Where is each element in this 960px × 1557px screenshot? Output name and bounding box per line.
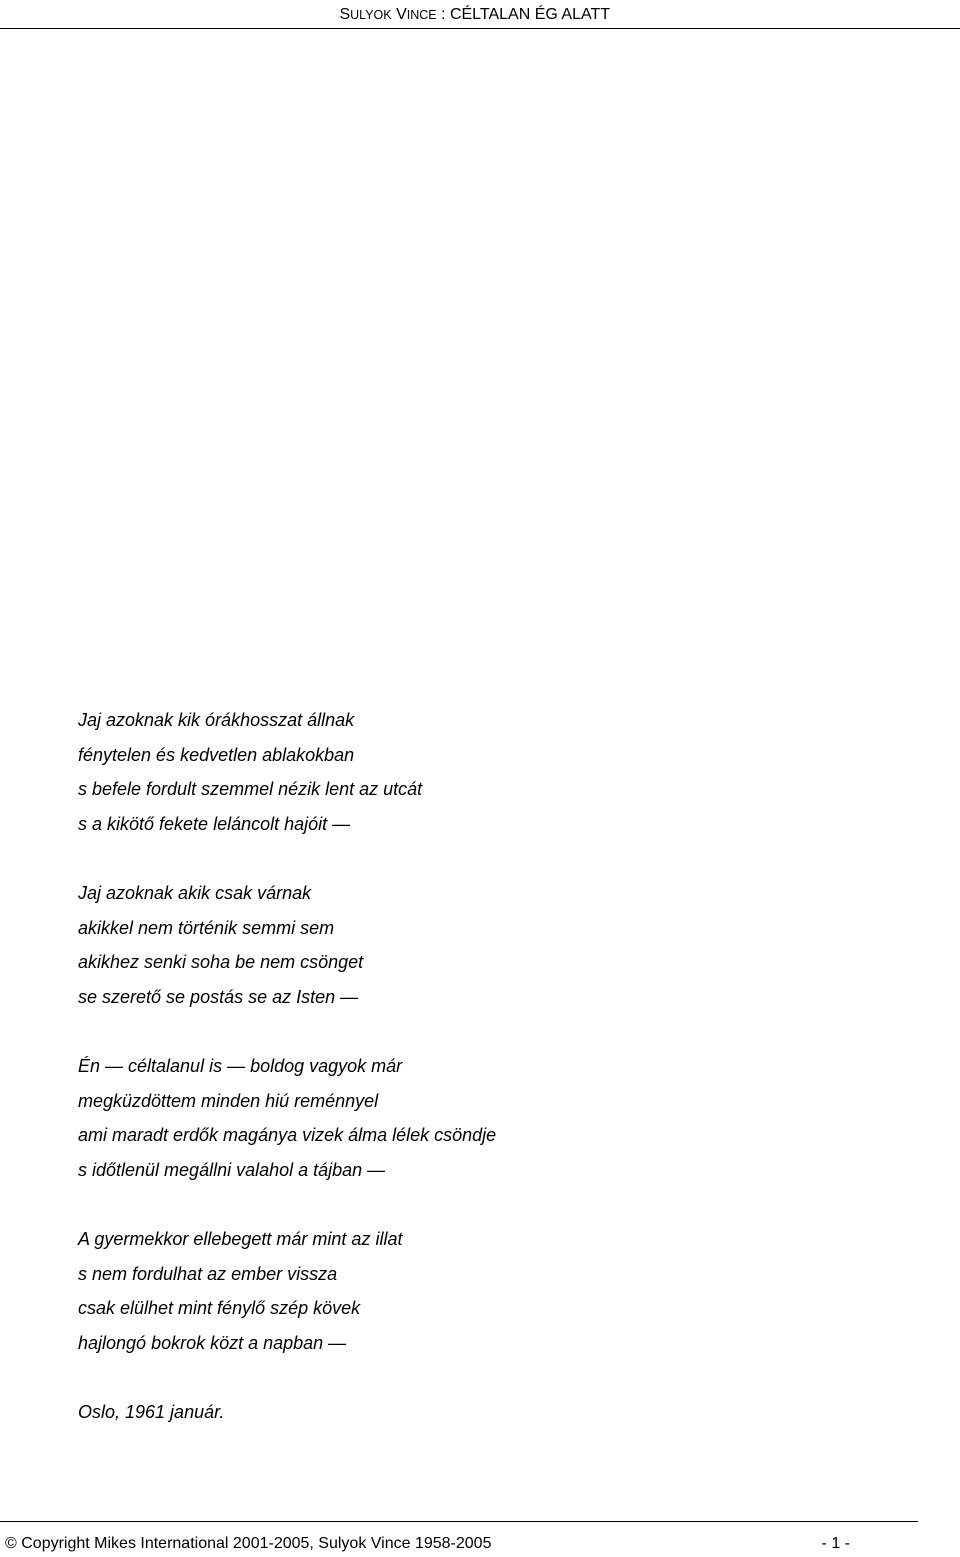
- poem-line: se szerető se postás se az Isten —: [78, 986, 359, 1007]
- header-author2-initial: V: [396, 6, 407, 23]
- poem-line: ami maradt erdők magánya vizek álma lélek csöndje: [78, 1125, 497, 1146]
- poem-line: s nem fordulhat az ember vissza: [78, 1263, 338, 1284]
- stanza-gap: [78, 841, 898, 876]
- poem-line: Én — céltalanul is — boldog vagyok már: [78, 1055, 403, 1076]
- poem-line: fénytelen és kedvetlen ablakokban: [78, 744, 355, 765]
- footer-copyright: © Copyright Mikes International 2001-2005, Sulyok Vince 1958-2005: [5, 1535, 492, 1552]
- header-poem-title: CÉLTALAN ÉG ALATT: [449, 6, 610, 23]
- poem-line: s a kikötő fekete leláncolt hajóit —: [78, 813, 351, 834]
- poem-line: hajlongó bokrok közt a napban —: [78, 1332, 347, 1353]
- stanza-1: [78, 703, 898, 841]
- poem-line: Jaj azoknak kik órákhosszat állnak: [78, 710, 355, 730]
- header-separator: :: [436, 6, 450, 23]
- stanza-gap: [78, 1360, 898, 1395]
- stanza-4: [78, 1222, 898, 1360]
- stanza-gap: [78, 1187, 898, 1222]
- stanza-3: [78, 1049, 898, 1187]
- poem-line: s befele fordult szemmel nézik lent az utcát: [78, 779, 423, 800]
- header-author-initial: S: [339, 6, 351, 23]
- poem-line: csak elülhet mint fénylő szép kövek: [78, 1298, 361, 1319]
- poem-body: [78, 703, 898, 1429]
- poem-dateline: Oslo, 1961 január.: [78, 1401, 225, 1422]
- stanza-gap: [78, 1014, 898, 1049]
- header-author-rest: ULYOK: [350, 8, 392, 22]
- poem-line: s időtlenül megállni valahol a tájban —: [78, 1159, 386, 1180]
- poem-line: Jaj azoknak akik csak várnak: [78, 882, 312, 903]
- running-header: [0, 4, 960, 29]
- page-footer: [5, 1534, 850, 1556]
- header-title: [339, 6, 610, 24]
- poem-line: A gyermekkor ellebegett már mint az illat: [78, 1228, 403, 1249]
- poem-line: akikkel nem történik semmi sem: [78, 917, 335, 938]
- page-number: - 1 -: [821, 1535, 850, 1552]
- stanza-2: [78, 876, 898, 1014]
- header-author2-rest: INCE: [406, 8, 437, 22]
- footer-divider: [0, 1521, 918, 1522]
- poem-line: megküzdöttem minden hiú reménnyel: [78, 1090, 379, 1111]
- poem-line: akikhez senki soha be nem csönget: [78, 952, 364, 973]
